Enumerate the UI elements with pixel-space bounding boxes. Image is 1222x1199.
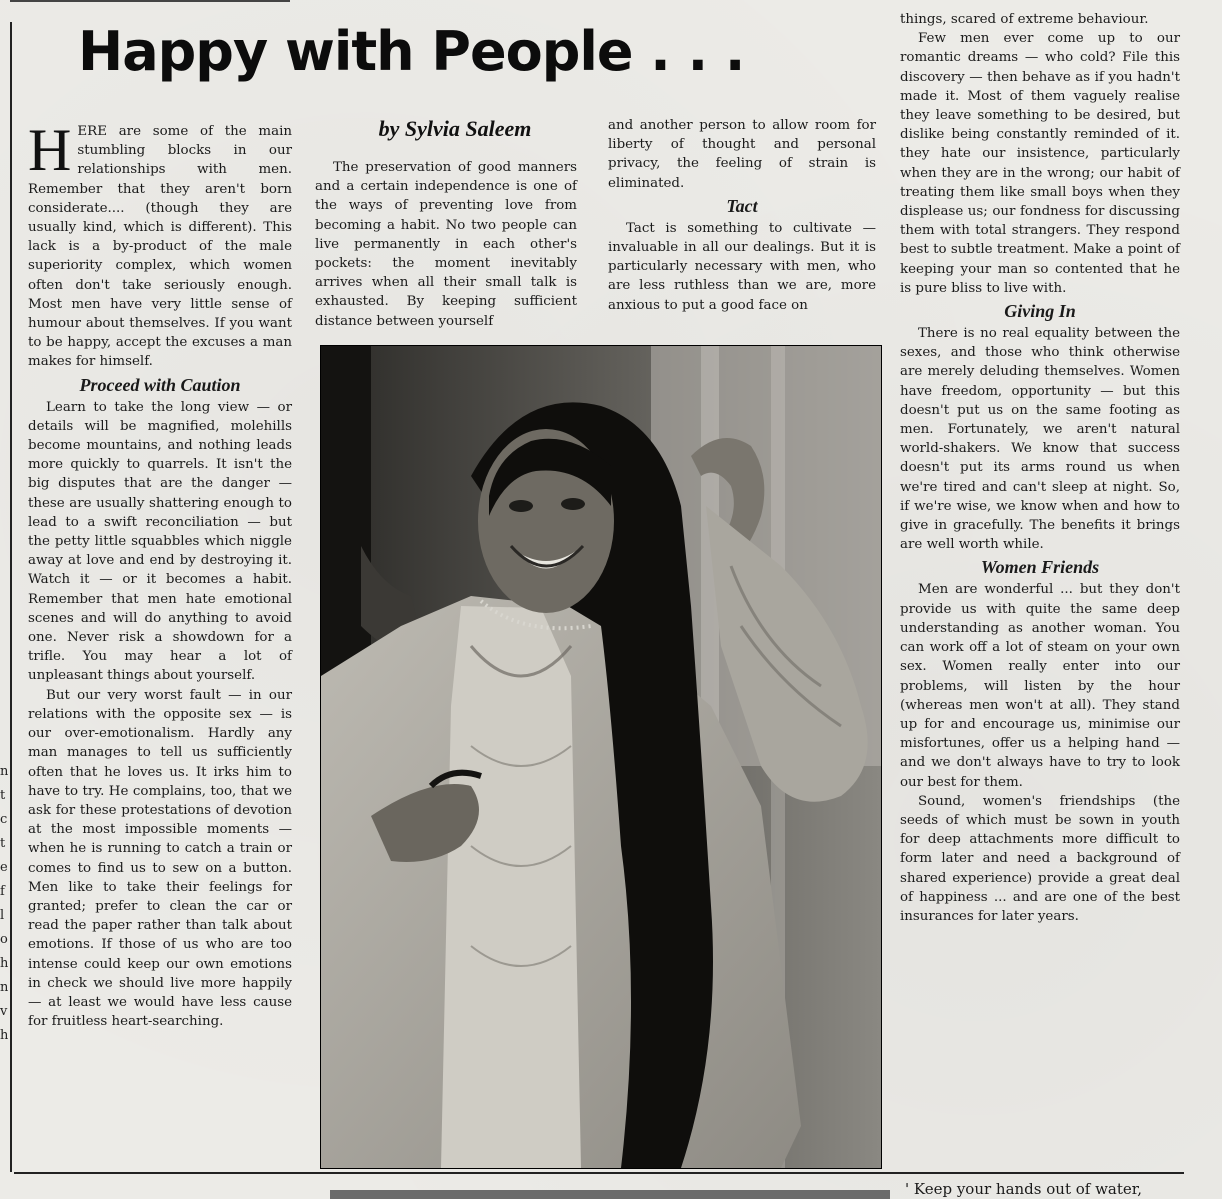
caution-paragraph-2: But our very worst fault — in our relations with the opposite sex — is our over-emotionalism. Hardly any man manages to tell us sufficiently often that he loves us. It irks him to have to try. He complains, too, that we ask for these protestations of devotion at the most impossible moments — when he is running to catch a train or comes to find us to sew on a button. Men like to take their feelings for granted; prefer to clean the car or read the paper rather than talk about emotions. If those of us who are too intense could keep our own emotions in check we should live more happily — at least we would have less cause for fruitless heart-searching. [28, 687, 292, 1030]
caution-paragraph-1: Learn to take the long view — or details will be magnified, molehills become mountains, and nothing leads more quickly to quarrels. It isn't the big disputes that are the danger — these are usually shattering enough to lead to a swift reconciliation — but the petty little squabbles which niggle away at love and end by destroying it. Watch it — or it becomes a habit. Remember that men hate emotional scenes and will do anything to avoid one. Never risk a showdown for a trifle. You may hear a lot of unpleasant things about yourself. [28, 399, 292, 684]
bottom-clipped-strip [330, 1190, 890, 1199]
manners-paragraph: The preservation of good manners and a certain independence is one of the ways of preventing love from becoming a habit. No two people can live permanently in each other's pockets: the moment inevitably arrives when all their small talk is exhausted. By keeping sufficient distance between yourself [315, 160, 577, 329]
article-photo [320, 345, 882, 1169]
romantic-dreams-paragraph: Few men ever come up to our romantic dreams — who cold? File this discovery — then behave as if you hadn't made it. Most of them vaguely realise they leave something to be desired, but dislike being constantly reminded of it. they hate our insistence, particularly when they are in the wrong; our habit of treating them like small boys when they displease us; our fondness for discussing them with total strangers. They respond best to subtle treatment. Make a point of keeping your man so contented that he is pure bliss to live with. [900, 31, 1180, 296]
giving-in-paragraph: There is no real equality between the sexes, and those who think otherwise are merely deluding themselves. Women have freedom, opportunity — but this doesn't put us on the same footing as men. Fortunately, we aren't natural world-shakers. We know that success doesn't put its arms round us when we're tired and can't sleep at night. So, if we're wise, we know when and how to give in gracefully. The benefits it brings are well worth while. [900, 326, 1180, 553]
drop-cap: H [28, 117, 72, 183]
margin-letter: l [0, 908, 5, 923]
column-3 [608, 116, 876, 315]
margin-letter: c [0, 812, 8, 827]
bottom-rule [14, 1172, 1184, 1174]
margin-fragments [0, 760, 8, 1048]
top-rule [10, 0, 290, 2]
margin-letter: e [0, 860, 8, 875]
margin-letter: h [0, 956, 9, 971]
subhead-giving-in: Giving In [1004, 301, 1076, 322]
manners-continued: and another person to allow room for liberty of thought and personal privacy, the feeling of strain is eliminated. [608, 118, 876, 191]
intro-text: ERE are some of the main stumbling blocks in our relationships with men. Remember that they aren't born considerate.... (though they are usually kind, which is different). This lack is a by-product of the male superiority complex, which women often don't take seriously enough. Most men have very little sense of humour about themselves. If you want to be happy, accept the excuses a man makes for himself. [28, 124, 292, 370]
margin-letter: v [0, 1004, 8, 1019]
column-4 [900, 10, 1180, 926]
subhead-proceed-with-caution: Proceed with Caution [79, 374, 241, 395]
margin-letter: n [0, 764, 9, 779]
column-1 [28, 117, 292, 1031]
byline: by Sylvia Saleem [378, 116, 532, 141]
tact-paragraph: Tact is something to cultivate — invaluable in all our dealings. But it is particularly necessary with men, who are less ruthless than we are, more anxious to put a good face on [608, 220, 876, 313]
article-headline: Happy with People . . . [78, 20, 745, 83]
subhead-tact: Tact [726, 195, 758, 216]
column-2 [315, 158, 577, 331]
tact-continued: things, scared of extreme behaviour. [900, 12, 1149, 27]
subhead-women-friends: Women Friends [980, 557, 1100, 578]
next-article-snippet: ' Keep your hands out of water, [905, 1180, 1143, 1198]
margin-letter: t [0, 788, 6, 803]
margin-letter: o [0, 932, 8, 947]
women-friends-paragraph-1: Men are wonderful ... but they don't provide us with quite the same deep understanding as another woman. You can work off a lot of steam on your own sex. Women really enter into our problems, will listen by the hour (whereas men won't at all). They stand up for and encourage us, minimise our misfortunes, offer us a helping hand — and we don't always have to try to look our best for them. [900, 582, 1180, 790]
margin-letter: n [0, 980, 9, 995]
margin-letter: h [0, 1028, 9, 1043]
margin-letter: t [0, 836, 6, 851]
women-friends-paragraph-2: Sound, women's friendships (the seeds of which must be sown in youth for deep attachments more difficult to form later and need a background of shared experience) provide a great deal of happiness ... and are one of the best insurances for later years. [900, 793, 1180, 924]
margin-letter: f [0, 884, 5, 899]
left-column-rule [10, 22, 12, 1172]
intro-paragraph [28, 117, 292, 372]
photo-illustration [321, 346, 881, 1168]
